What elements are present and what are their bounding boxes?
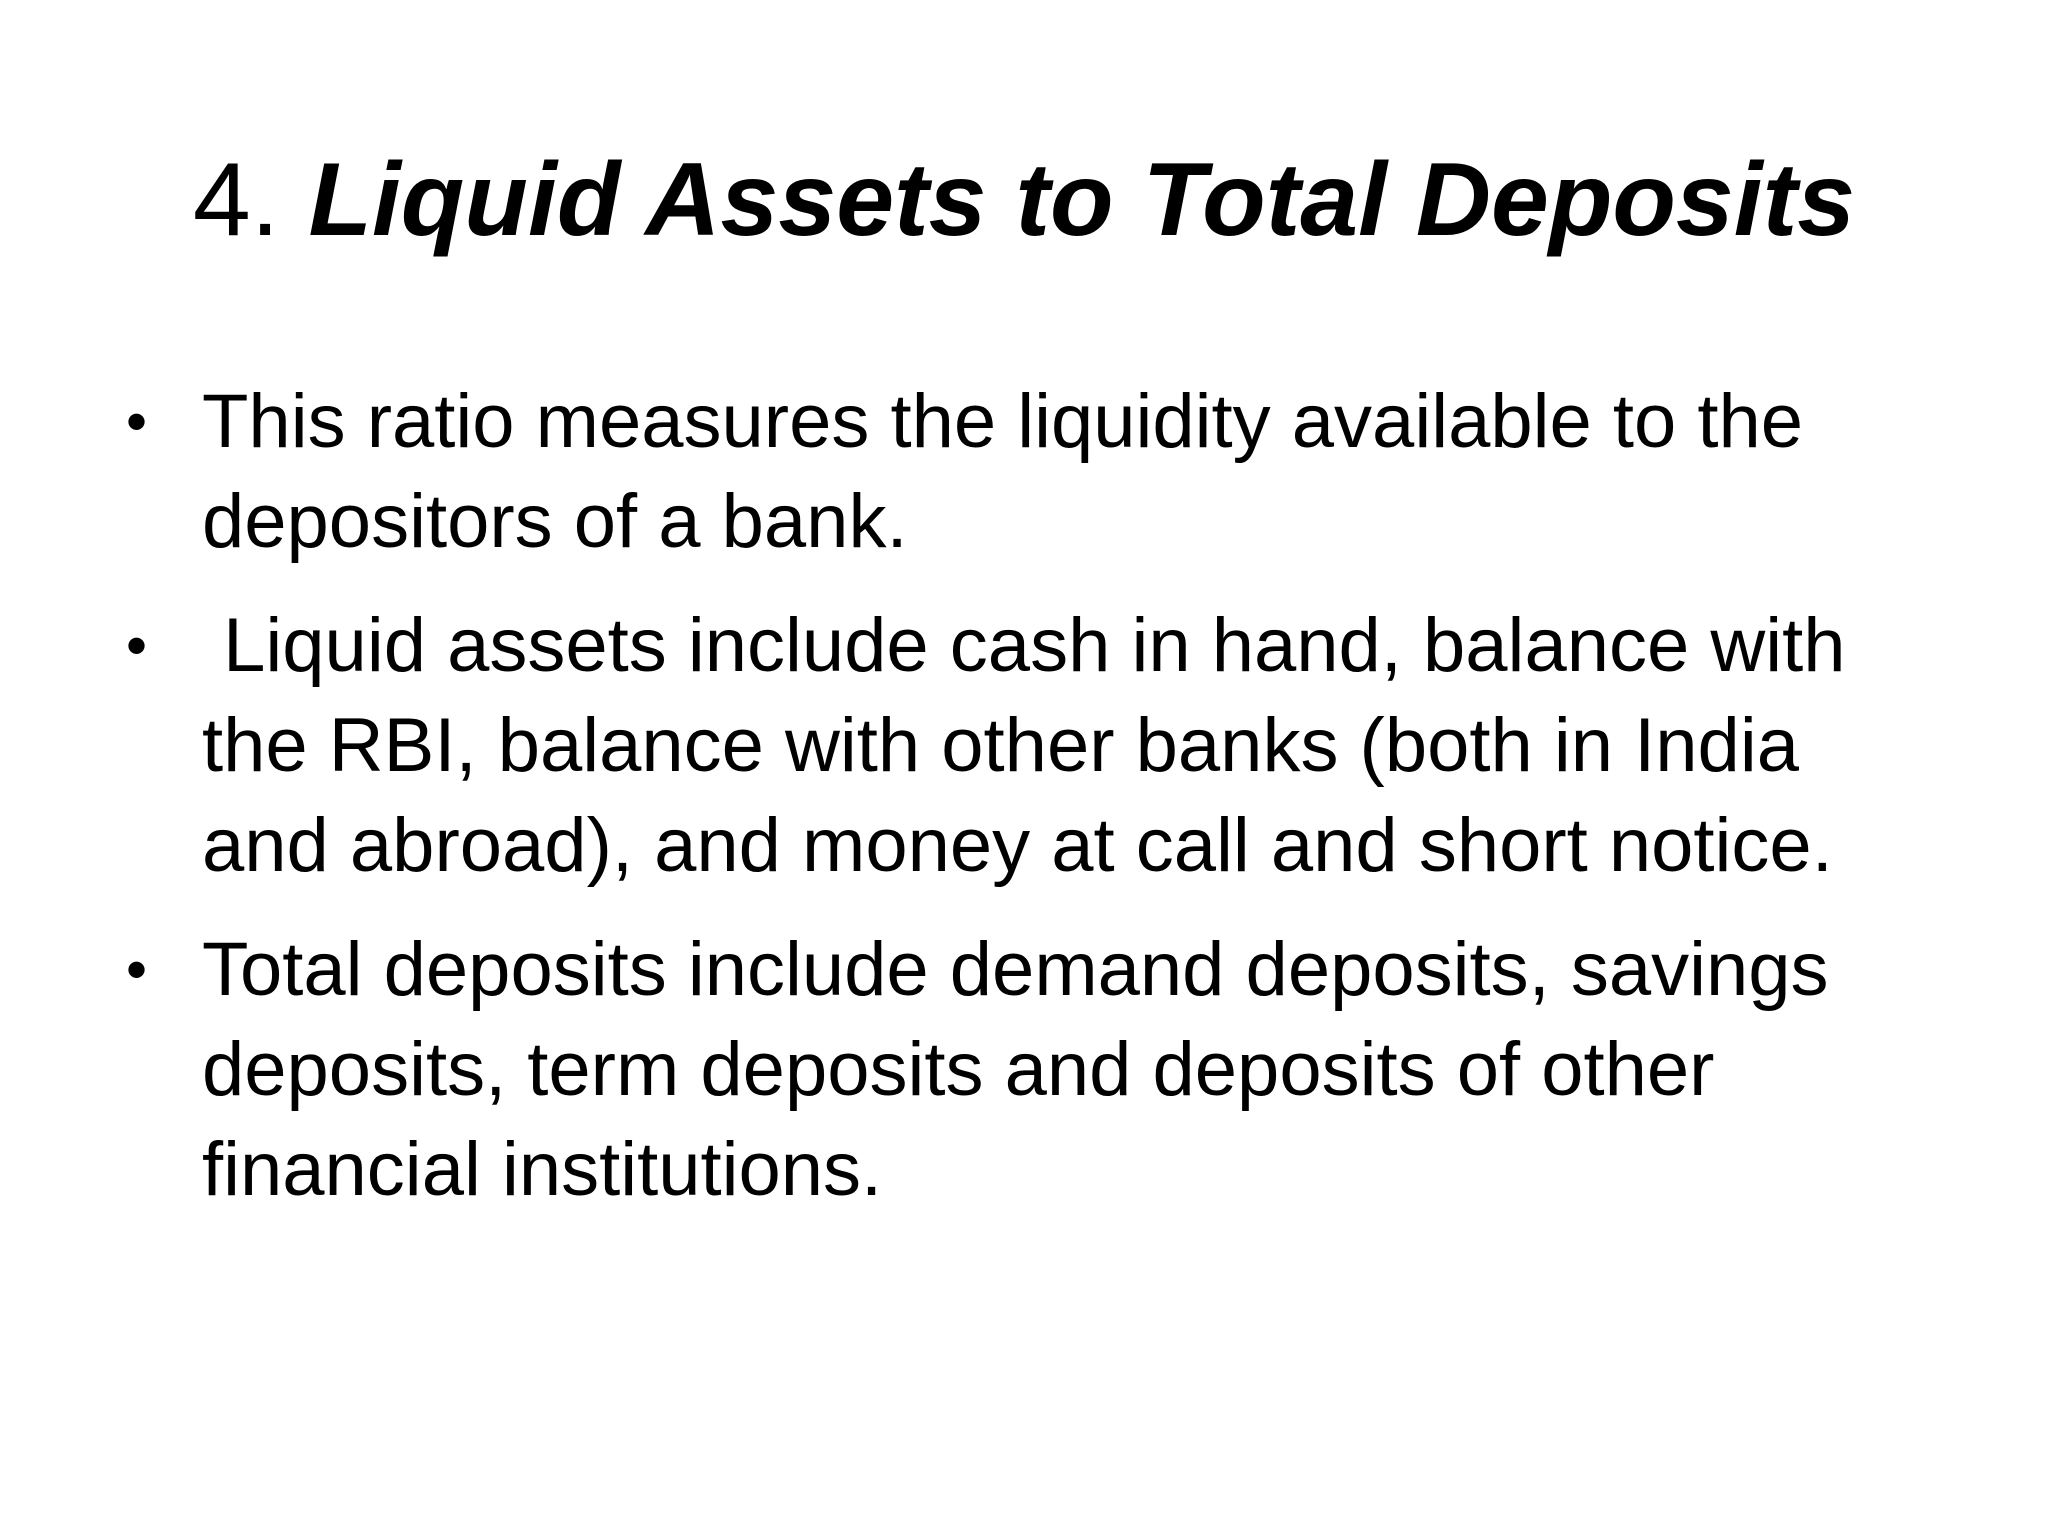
- bullet-text: Liquid assets include cash in hand, balance with the RBI, balance with other banks (both in India and abroad), and money at call and short notice.: [202, 603, 1867, 888]
- bullet-icon: •: [126, 388, 148, 455]
- bullet-text: This ratio measures the liquidity available to the depositors of a bank.: [202, 379, 1804, 564]
- bullet-text: Total deposits include demand deposits, savings deposits, term deposits and deposits of other financial institutions.: [202, 927, 1829, 1212]
- bullet-item-total-deposits: [120, 920, 1900, 1220]
- bullet-item-liquid-assets: [120, 596, 1900, 896]
- bullet-item-ratio-definition: [120, 372, 1900, 572]
- bullet-icon: •: [126, 936, 148, 1003]
- slide-title: [0, 140, 2048, 260]
- bullet-list: [120, 372, 1900, 1244]
- title-text: Liquid Assets to Total Deposits: [308, 142, 1856, 258]
- bullet-icon: •: [126, 612, 148, 679]
- title-number: 4.: [192, 142, 280, 258]
